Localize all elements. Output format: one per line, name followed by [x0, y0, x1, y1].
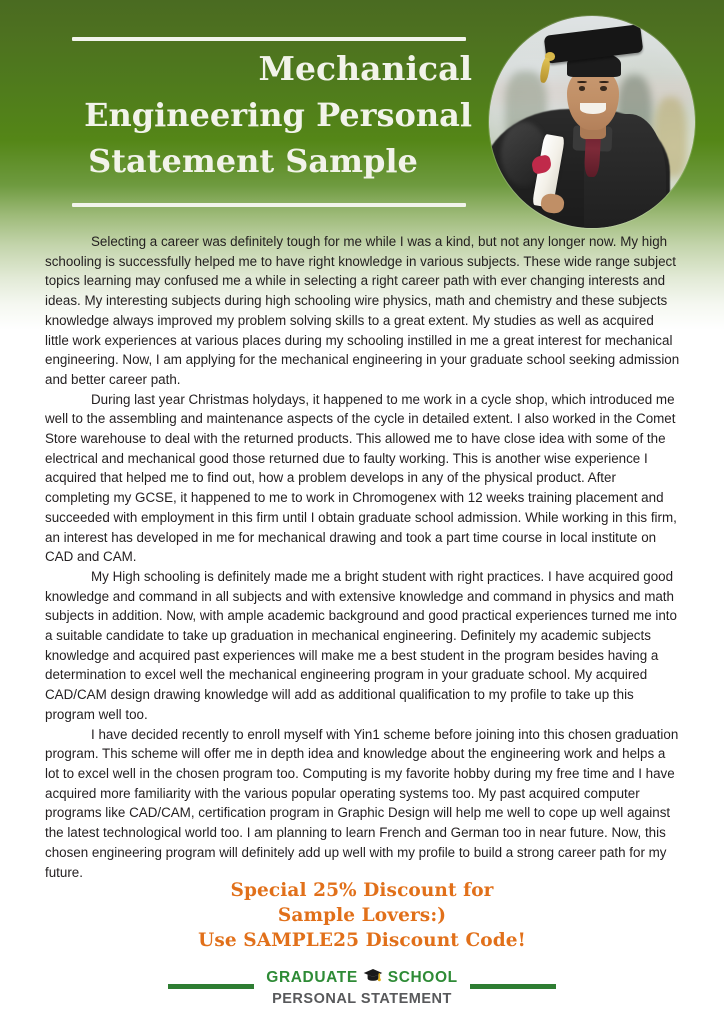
promo-line-1: Special 25% Discount for	[230, 880, 494, 901]
header-rule-bottom	[72, 203, 466, 207]
header-rule-top	[72, 37, 466, 41]
essay-paragraph: I have decided recently to enroll myself with Yin1 scheme before joining into this chosen graduation program. This scheme will offer me in depth idea and knowledge about the engineering work and helps a lot to excel well in the chosen program too. Computing is my favorite hobby during my free time and I have acquired more familiarity with the various popular operating systems too. My past acquired computer programs like CAD/CAM, certification program in Graphic Design will help me well to cope up well against the latest technological world too. I am planning to learn French and German too in near future. Now, this chosen engineering program will definitely add up well with my profile to build a strong career path for my future.	[45, 726, 679, 880]
essay-body	[45, 232, 681, 882]
essay-paragraph: Selecting a career was definitely tough for me while I was a kind, but not any longer now. My high schooling is successfully helped me to have right knowledge in various subjects. These wide range subject topics learning may confused me a while in selecting a right career path with ever changing interests and ideas. My interesting subjects during high schooling wire physics, math and chemistry and these subjects knowledge always improved my problem solving skills to a great extent. My studies as well as acquired little work experiences at various places during my schooling instilled in me a great interest for mechanical engineering. Now, I am applying for the mechanical engineering in your graduate school seeking admission and better career path.	[45, 234, 680, 387]
title-line-2: Engineering Personal	[84, 96, 472, 134]
brand-logo	[266, 968, 457, 1007]
graduation-cap-icon	[363, 968, 383, 987]
essay-paragraph: My High schooling is definitely made me a bright student with right practices. I have acquired good knowledge and command in all subjects and with extensive knowledge and command in physics and math subjects in addition. Now, with ample academic background and good practical experiences turned me into a suitable candidate to take up graduation in mechanical engineering. Definitely my academic subjects knowledge and acquired past experiences will make me a best student in the program besides having a determination to excel well the mechanical engineering program in your graduate school. My acquired CAD/CAM design drawing knowledge will add as additional qualification to my profile to take up this program well too.	[45, 568, 677, 722]
eyebrow-left	[577, 81, 587, 84]
brand-word-school: SCHOOL	[387, 968, 458, 986]
promo-line-2: Sample Lovers:)	[277, 905, 447, 926]
brand-tagline: PERSONAL STATEMENT	[272, 990, 452, 1007]
footer-branding	[0, 962, 724, 1012]
smile	[580, 103, 607, 114]
title-line-1: Mechanical	[258, 49, 472, 88]
page-title	[40, 46, 472, 184]
footer-rule-right	[470, 984, 556, 989]
brand-logo-top-row	[266, 968, 457, 987]
title-line-3: Statement Sample	[88, 142, 418, 180]
discount-promo	[0, 878, 724, 953]
eyebrow-right	[599, 81, 609, 84]
graduate-student-photo	[489, 16, 695, 228]
footer-rule-left	[168, 984, 254, 989]
mortarboard-board	[543, 24, 642, 63]
eye-left	[579, 86, 586, 91]
photo-background	[489, 16, 695, 228]
brand-word-graduate: GRADUATE	[266, 968, 358, 986]
essay-paragraph: During last year Christmas holydays, it happened to me work in a cycle shop, which introduced me well to the assembling and maintenance aspects of the cycle in detailed extent. I also worked in the Comet Store warehouse to deal with the returned products. This allowed me to have close idea with some of the electrical and mechanical good those returned due to faulty working. This is another wise experience I acquired that helped me to find out, how a problem develops in any of the physical product. After completing my GCSE, it happened to me to work in Chromogenex with 12 weeks training placement and succeeded with employment in this firm until I obtain graduate school admission. While working in this firm, an interest has developed in me for mechanical drawing and took a part time course in local institute on CAD and CAM.	[45, 391, 677, 565]
promo-line-3: Use SAMPLE25 Discount Code!	[198, 930, 526, 951]
eye-right	[600, 86, 607, 91]
